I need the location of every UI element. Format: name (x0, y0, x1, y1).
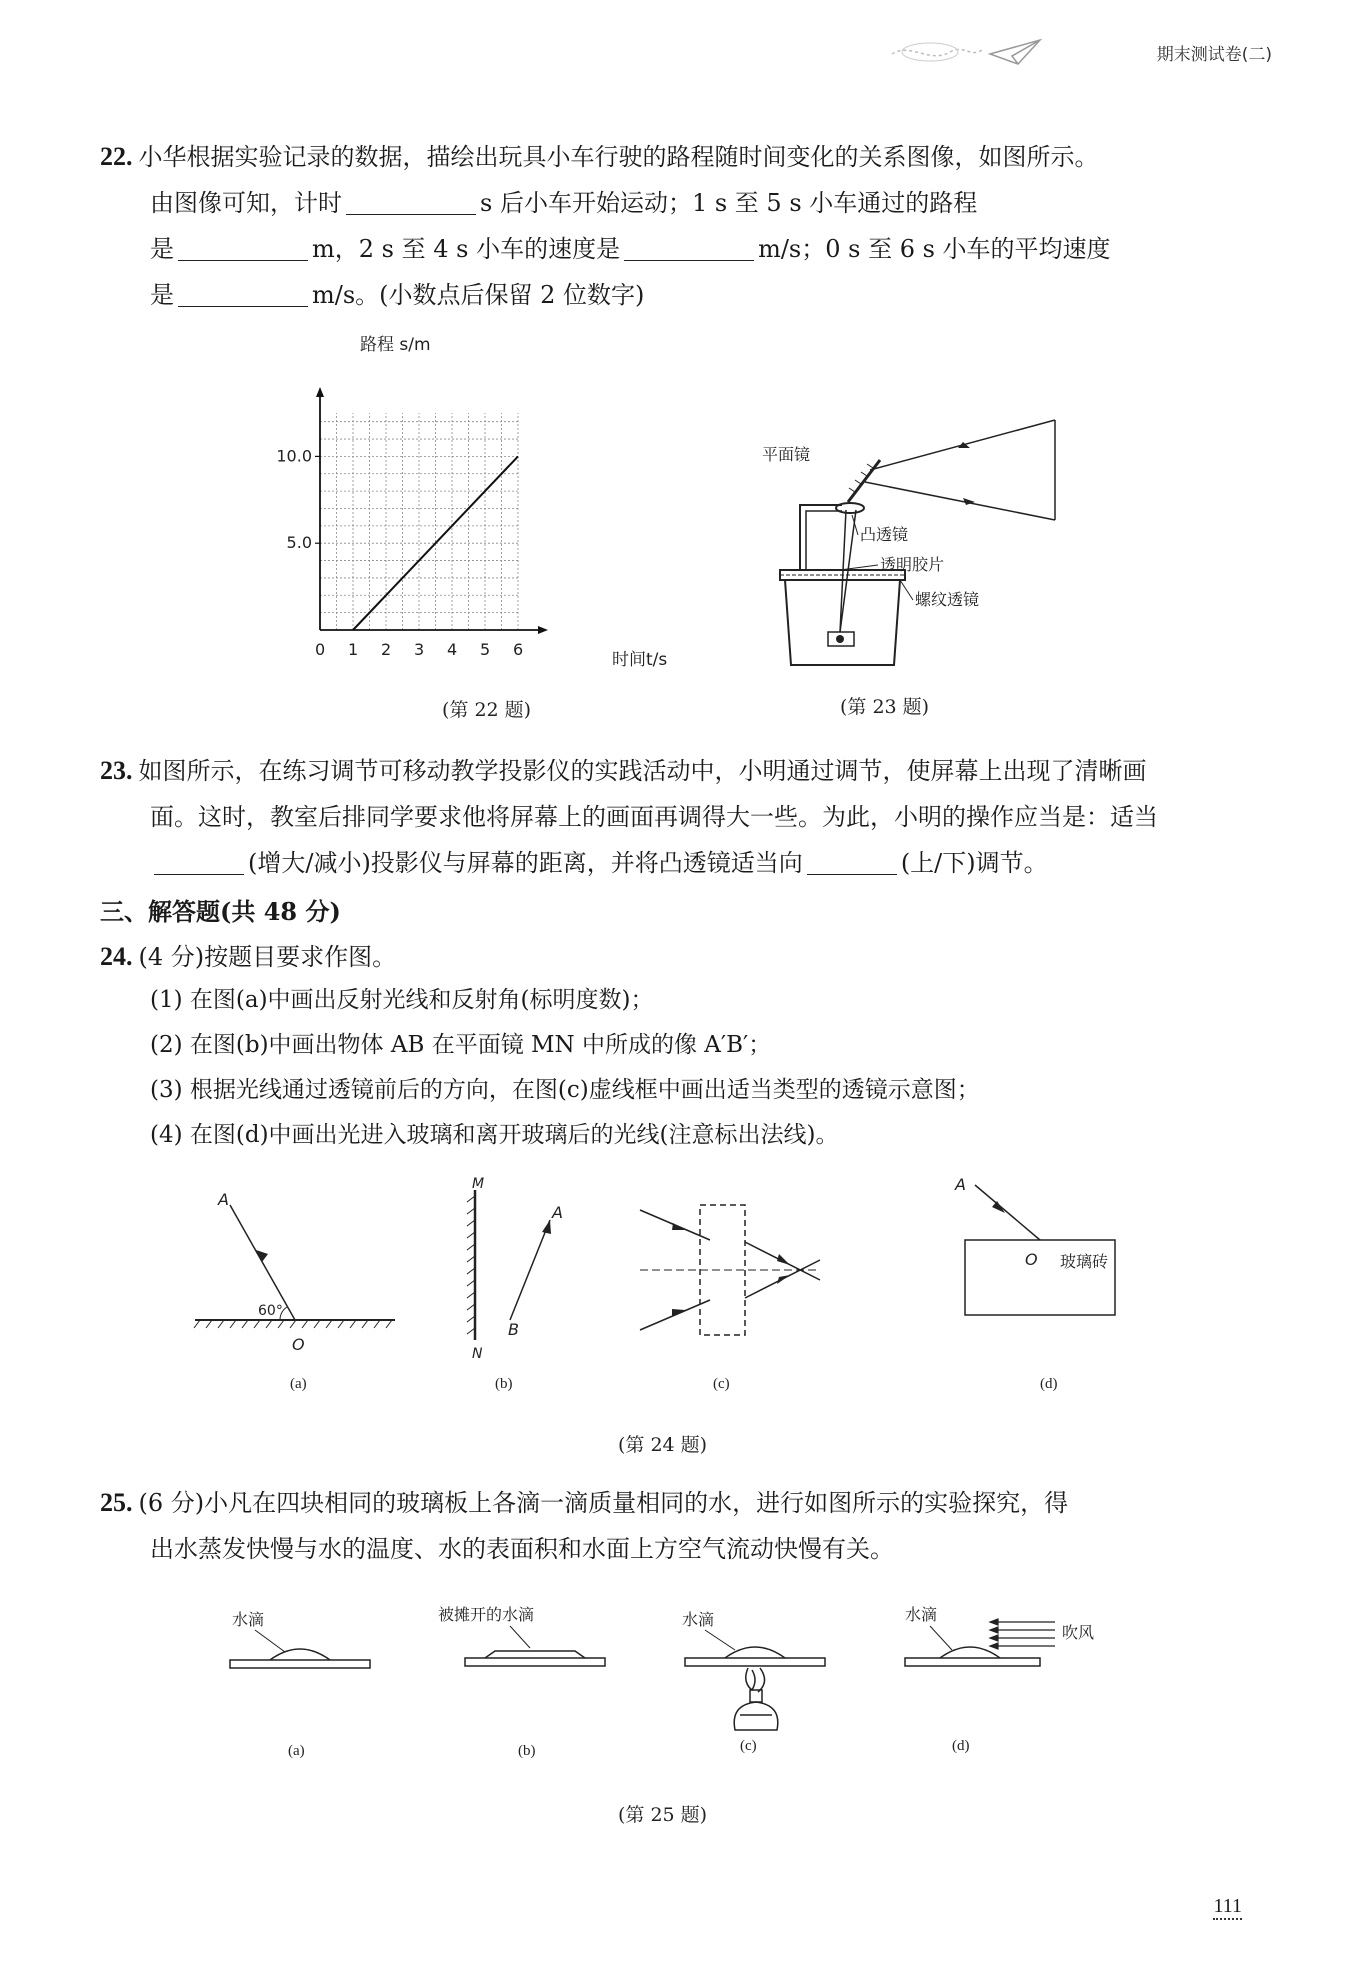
figure-24a (194, 1190, 395, 1392)
figure-24b-letter: (b) (495, 1376, 513, 1392)
x-axis-arrow (538, 626, 548, 634)
label-a-O: O (292, 1335, 305, 1354)
figure-24-diagrams (180, 1170, 1160, 1410)
figure-25d-letter: (d) (952, 1738, 970, 1754)
chart-ticks (276, 446, 523, 659)
x-tick-label: 4 (447, 640, 458, 659)
figure-25a-label: 水滴 (232, 1610, 265, 1629)
question-24 (100, 934, 1230, 980)
label-b-M: M (472, 1176, 485, 1192)
figure-25-diagrams (200, 1590, 1100, 1780)
label-d-glass: 玻璃砖 (1060, 1252, 1109, 1271)
q22-text-2b: s 后小车开始运动；1 s 至 5 s 小车通过的路程 (480, 189, 978, 217)
figure-24b (467, 1176, 563, 1392)
x-tick-label: 3 (414, 640, 425, 659)
figure-24c-letter: (c) (713, 1376, 730, 1392)
x-tick-label: 0 (315, 640, 326, 659)
figure-24-caption: (第 24 题) (618, 1434, 708, 1456)
question-22 (100, 134, 1230, 318)
figure-25a-letter: (a) (288, 1743, 305, 1759)
q25-text-2: 出水蒸发快慢与水的温度、水的表面积和水面上方空气流动快慢有关。 (150, 1535, 894, 1563)
figure-25-caption: (第 25 题) (618, 1804, 708, 1826)
label-a-angle: 60° (258, 1303, 283, 1319)
figure-22-caption: (第 22 题) (442, 699, 532, 721)
answer-blank[interactable] (178, 276, 308, 307)
q22-text-3c: m/s；0 s 至 6 s 小车的平均速度 (758, 235, 1111, 263)
q24-item-3: (3) 根据光线通过透镜前后的方向，在图(c)虚线框中画出适当类型的透镜示意图； (150, 1077, 980, 1103)
q22-text-1: 小华根据实验记录的数据，描绘出玩具小车行驶的路程随时间变化的关系图像，如图所示。 (138, 143, 1099, 171)
label-b-N: N (472, 1346, 483, 1362)
figure-25a (230, 1610, 370, 1759)
object-AB (510, 1220, 550, 1320)
film-label: 透明胶片 (880, 555, 945, 574)
answer-blank[interactable] (154, 844, 244, 875)
wind-arrows (990, 1619, 1055, 1649)
figure-24d (954, 1175, 1115, 1392)
question-number: 22. (100, 142, 133, 171)
figure-25c-label: 水滴 (682, 1610, 715, 1629)
figure-25d-label: 水滴 (905, 1605, 938, 1624)
q22-text-4b: m/s。(小数点后保留 2 位数字) (312, 281, 645, 309)
figure-25b (438, 1605, 605, 1759)
y-axis-label: 路程 s/m (360, 335, 431, 355)
q25-text-1: (6 分)小凡在四块相同的玻璃板上各滴一滴质量相同的水，进行如图所示的实验探究，得 (138, 1489, 1069, 1517)
page-number: 111 (1213, 1895, 1242, 1920)
figure-24d-letter: (d) (1040, 1376, 1058, 1392)
x-tick-label: 6 (513, 640, 524, 659)
question-number: 23. (100, 756, 133, 785)
figure-25c-letter: (c) (740, 1738, 757, 1754)
q23-text-2: 面。这时，教室后排同学要求他将屏幕上的画面再调得大一些。为此，小明的操作应当是：适当 (150, 803, 1158, 831)
q23-text-3a: (增大/减小)投影仪与屏幕的距离，并将凸透镜适当向 (248, 849, 803, 877)
label-b-B: B (508, 1320, 519, 1339)
q22-text-2a: 由图像可知，计时 (150, 189, 342, 217)
question-number: 24. (100, 942, 133, 971)
y-axis-arrow (316, 387, 324, 397)
label-d-O: O (1025, 1250, 1038, 1269)
label-d-A: A (955, 1175, 966, 1194)
q22-text-3a: 是 (150, 235, 174, 263)
q23-text-1: 如图所示，在练习调节可移动教学投影仪的实践活动中，小明通过调节，使屏幕上出现了清晰画 (138, 757, 1147, 785)
q24-items (150, 978, 980, 1158)
section-3-title: 三、解答题(共 48 分) (100, 897, 341, 926)
figure-23-caption: (第 23 题) (840, 696, 930, 718)
q22-text-4a: 是 (150, 281, 174, 309)
label-a-A: A (218, 1190, 229, 1209)
alcohol-lamp-icon (734, 1668, 778, 1730)
question-23 (100, 748, 1230, 886)
q24-intro: (4 分)按题目要求作图。 (138, 943, 397, 971)
chart-grid (320, 413, 518, 630)
figure-24a-letter: (a) (290, 1376, 307, 1392)
figure-25b-letter: (b) (518, 1743, 536, 1759)
x-axis-label: 时间t/s (612, 650, 668, 670)
y-tick-label: 10.0 (276, 446, 312, 466)
q24-item-2: (2) 在图(b)中画出物体 AB 在平面镜 MN 中所成的像 A′B′； (150, 1032, 772, 1058)
figure-25c (682, 1610, 825, 1754)
chart-axes (316, 387, 548, 634)
q22-text-3b: m，2 s 至 4 s 小车的速度是 (312, 235, 621, 263)
label-b-A: A (552, 1203, 563, 1222)
projector-diagram (760, 410, 1080, 680)
convex-lens-label: 凸透镜 (860, 525, 909, 544)
question-number: 25. (100, 1488, 133, 1517)
convex-lens-shape (836, 503, 864, 513)
figure-25d (905, 1605, 1094, 1754)
question-25 (100, 1480, 1230, 1572)
x-tick-label: 1 (348, 640, 359, 659)
wind-label: 吹风 (1062, 1623, 1095, 1642)
mirror-label: 平面镜 (762, 445, 811, 464)
x-tick-label: 5 (480, 640, 491, 659)
fresnel-lens-label: 螺纹透镜 (915, 590, 980, 609)
header-title: 期末测试卷(二) (1156, 45, 1272, 65)
header-decoration (890, 34, 1050, 74)
answer-blank[interactable] (346, 184, 476, 215)
x-tick-label: 2 (381, 640, 392, 659)
answer-blank[interactable] (624, 230, 754, 261)
answer-blank[interactable] (807, 844, 897, 875)
q24-item-1: (1) 在图(a)中画出反射光线和反射角(标明度数)； (150, 987, 654, 1013)
figure-25b-label: 被摊开的水滴 (438, 1605, 535, 1624)
y-tick-label: 5.0 (286, 533, 312, 553)
answer-blank[interactable] (178, 230, 308, 261)
plane-mirror-shape (848, 460, 880, 502)
distance-time-chart (276, 330, 710, 680)
q24-item-4: (4) 在图(d)中画出光进入玻璃和离开玻璃后的光线(注意标出法线)。 (150, 1122, 839, 1148)
lamp-icon (828, 632, 854, 646)
q23-text-3b: (上/下)调节。 (900, 849, 1048, 877)
figure-24c (640, 1205, 820, 1392)
